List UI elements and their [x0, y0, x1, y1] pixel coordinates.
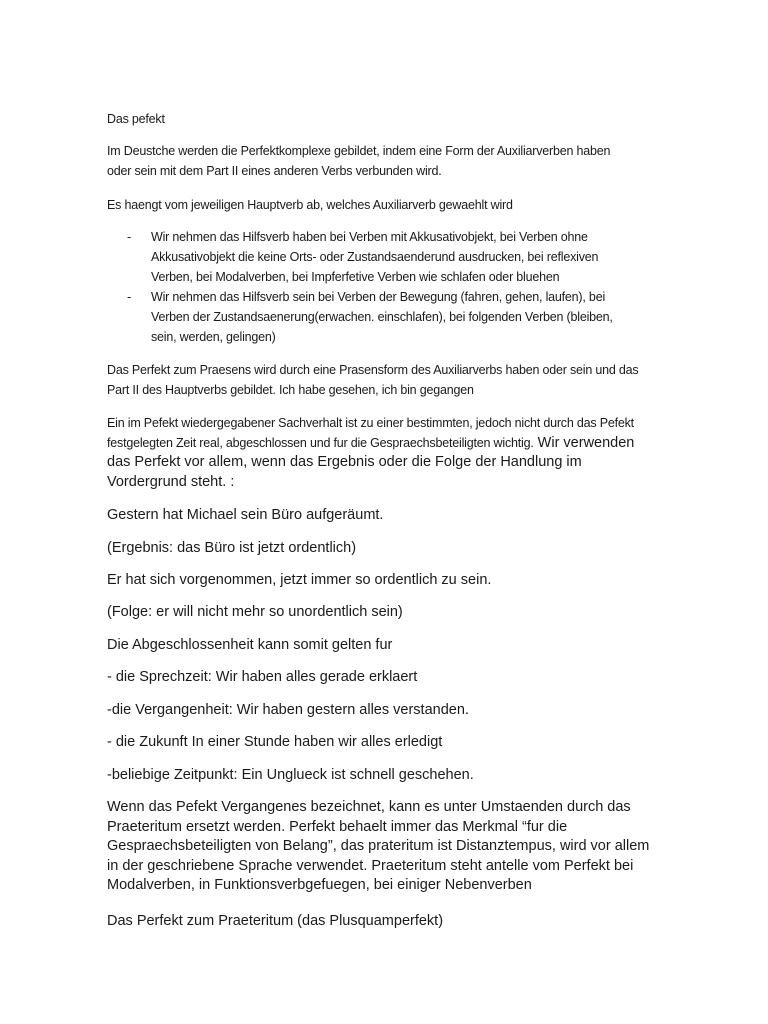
example-line: - die Zukunft In einer Stunde haben wir alles erledigt [107, 734, 443, 750]
bullet-line: Wir nehmen das Hilfsverb haben bei Verben mit Akkusativobjekt, bei Verben ohne [151, 230, 588, 244]
example-line: -beliebige Zeitpunkt: Ein Unglueck ist schnell geschehen. [107, 767, 474, 783]
sachverhalt-line: Ein im Pefekt wiedergegabener Sachverhalt ist zu einer bestimmten, jedoch nicht durch das Pefekt [107, 416, 634, 430]
praeteritum-line: Gespraechsbeteiligten von Belang”, das prateritum ist Distanztempus, wird vor allem [107, 838, 650, 854]
bullet-line: Wir nehmen das Hilfsverb sein bei Verben der Bewegung (fahren, gehen, laufen), bei [151, 290, 606, 304]
sachverhalt-large-line: das Perfekt vor allem, wenn das Ergebnis oder die Folge der Handlung im [107, 454, 582, 470]
intro-paragraph [107, 141, 610, 181]
bullet-line: Verben, bei Modalverben, bei Impferfetive Verben wie schlafen oder bluehen [151, 270, 560, 284]
praeteritum-line: Modalverben, in Funktionsverbgefuegen, bei einiger Nebenverben [107, 877, 532, 893]
bullet-dash: - [127, 230, 131, 244]
example-line: (Folge: er will nicht mehr so unordentlich sein) [107, 604, 403, 620]
bullet-dash: - [127, 290, 131, 304]
bullet-line: Verben der Zustandsaenerung(erwachen. einschlafen), bei folgenden Verben (bleiben, [151, 310, 613, 324]
example-line: Gestern hat Michael sein Büro aufgeräumt. [107, 507, 384, 523]
intro-line: oder sein mit dem Part II eines anderen Verbs verbunden wird. [107, 164, 442, 178]
praeteritum-paragraph [107, 798, 667, 896]
example-line: (Ergebnis: das Büro ist jetzt ordentlich) [107, 540, 357, 556]
praesens-line: Das Perfekt zum Praesens wird durch eine Prasensform des Auxiliarverbs haben oder sein und das [107, 363, 639, 377]
sachverhalt-paragraph [107, 413, 667, 492]
intro-line: Im Deustche werden die Perfektkomplexe gebildet, indem eine Form der Auxiliarverben haben [107, 144, 611, 158]
bullet-line: Akkusativobjekt die keine Orts- oder Zustandsaenderund ausdrucken, bei reflexiven [151, 250, 599, 264]
section-heading-plusquamperfekt: Das Perfekt zum Praeteritum (das Plusquamperfekt) [107, 913, 444, 929]
example-line: Er hat sich vorgenommen, jetzt immer so ordentlich zu sein. [107, 572, 492, 588]
praeteritum-line: Wenn das Pefekt Vergangenes bezeichnet, kann es unter Umstaenden durch das [107, 799, 631, 815]
praeteritum-line: Praeteritum ersetzt werden. Perfekt behaelt immer das Merkmal “fur die [107, 818, 568, 835]
document-title: Das pefekt [107, 112, 165, 126]
sachverhalt-line: festgelegten Zeit real, abgeschlossen und fur die Gespraechsbeteiligten wichtig. [107, 436, 534, 450]
praeteritum-line: in der geschriebene Sprache verwendet. Praeteritum steht antelle vom Perfekt bei [107, 857, 634, 874]
example-line: Die Abgeschlossenheit kann somit gelten fur [107, 637, 393, 653]
auxiliary-choice-sentence: Es haengt vom jeweiligen Hauptverb ab, welches Auxiliarverb gewaehlt wird [107, 198, 513, 212]
praesens-line: Part II des Hauptverbs gebildet. Ich habe gesehen, ich bin gegangen [107, 383, 474, 397]
bullet-line: sein, werden, gelingen) [151, 330, 276, 344]
example-line: -die Vergangenheit: Wir haben gestern alles verstanden. [107, 702, 469, 718]
sachverhalt-large-line: Vordergrund steht. : [107, 473, 235, 490]
sachverhalt-inline-large: Wir verwenden [533, 435, 635, 451]
example-line: - die Sprechzeit: Wir haben alles gerade erklaert [107, 669, 418, 685]
praesens-paragraph [107, 360, 638, 400]
